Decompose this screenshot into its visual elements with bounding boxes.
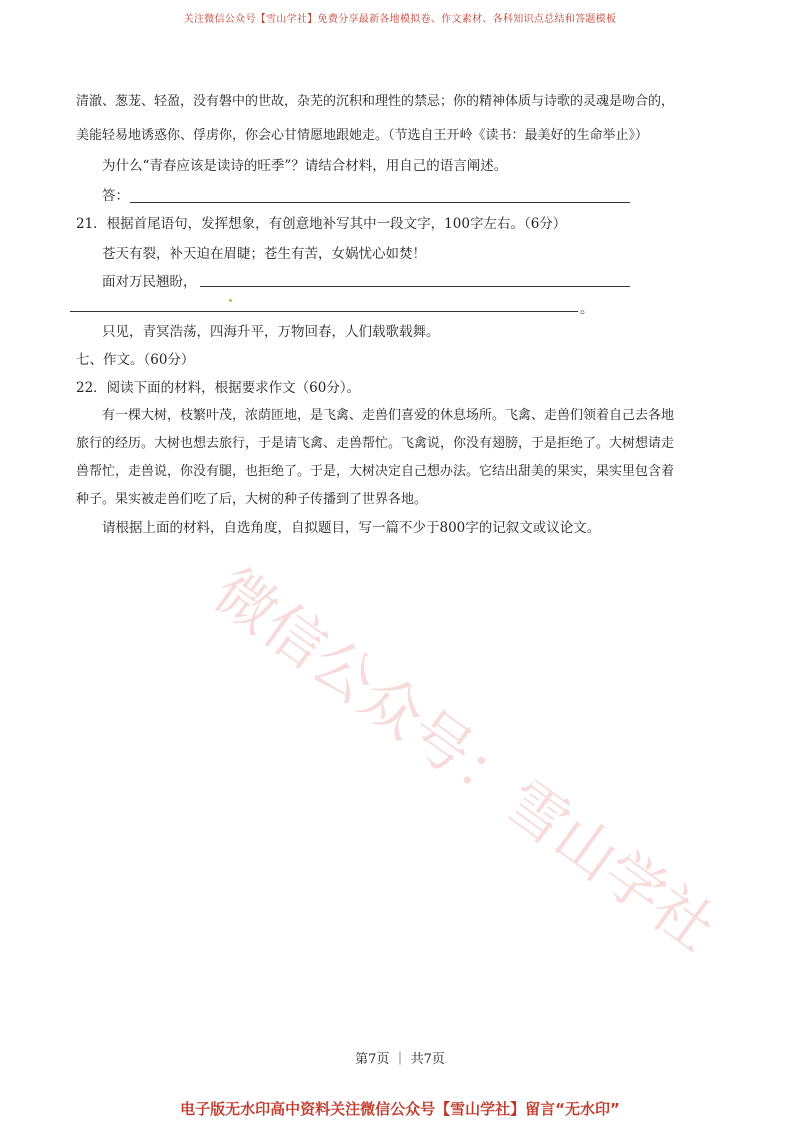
q22-material-line-2: 旅行的经历。大树也想去旅行，于是请飞禽、走兽帮忙。飞禽说，你没有翅膀，于是拒绝了。大树想请走 (76, 436, 675, 451)
passage-line-2: 美能轻易地诱惑你、俘虏你，你会心甘情愿地跟她走。（节选自王开岭《读书：最美好的生命举止》） (76, 128, 649, 143)
bottom-banner: 电子版无水印高中资料关注微信公众号【雪山学社】留言“无水印” (180, 1100, 620, 1118)
q22-material-line-1: 有一棵大树，枝繁叶茂，浓荫匝地，是飞禽、走兽们喜爱的休息场所。飞禽、走兽们领着自己去各地 (102, 408, 675, 423)
q21-answer-line-2[interactable] (70, 311, 578, 312)
decorative-dot (229, 299, 232, 302)
watermark: 微信公众号：雪山学社 (201, 555, 728, 965)
q21-opening: 苍天有裂，补天迫在眉睫；苍生有苦，女娲忧心如焚！ (102, 246, 426, 262)
q21-prompt: 21．根据首尾语句，发挥想象，有创意地补写其中一段文字，100字左右。（6分） (76, 216, 567, 232)
section-7-title: 七、作文。（60分） (76, 352, 195, 368)
q20-prompt: 为什么“青春应该是读诗的旺季”？请结合材料，用自己的语言阐述。 (102, 158, 508, 174)
top-banner: 关注微信公众号【雪山学社】免费分享最新各地模拟卷、作文素材、各科知识点总结和答题模板 (183, 14, 617, 25)
q21-answer-line-1[interactable] (200, 286, 630, 287)
q22-material-line-3: 兽帮忙，走兽说，你没有腿，也拒绝了。于是，大树决定自己想办法。它结出甜美的果实，果实里包含着 (76, 464, 675, 479)
q22-material-line-4: 种子。果实被走兽们吃了后，大树的种子传播到了世界各地。 (76, 492, 428, 507)
q22-prompt: 22．阅读下面的材料，根据要求作文（60分）。 (76, 380, 361, 396)
q20-answer-line[interactable] (130, 202, 630, 203)
q21-closing: 只见，青冥浩荡，四海升平，万物回春，人们载歌载舞。 (102, 324, 440, 340)
passage-line-1: 清澈、葱茏、轻盈，没有磐中的世故，杂芜的沉积和理性的禁忌；你的精神体质与诗歌的灵魂是吻合的， (76, 94, 675, 109)
q21-fill-label: 面对万民翘盼， (102, 274, 197, 290)
q21-end-mark: 。 (580, 301, 594, 317)
page-number: 第7页 ｜ 共7页 (355, 1052, 445, 1067)
q20-answer-label: 答： (102, 188, 129, 204)
q22-requirement: 请根据上面的材料，自选角度，自拟题目，写一篇不少于800字的记叙文或议论文。 (102, 520, 601, 536)
